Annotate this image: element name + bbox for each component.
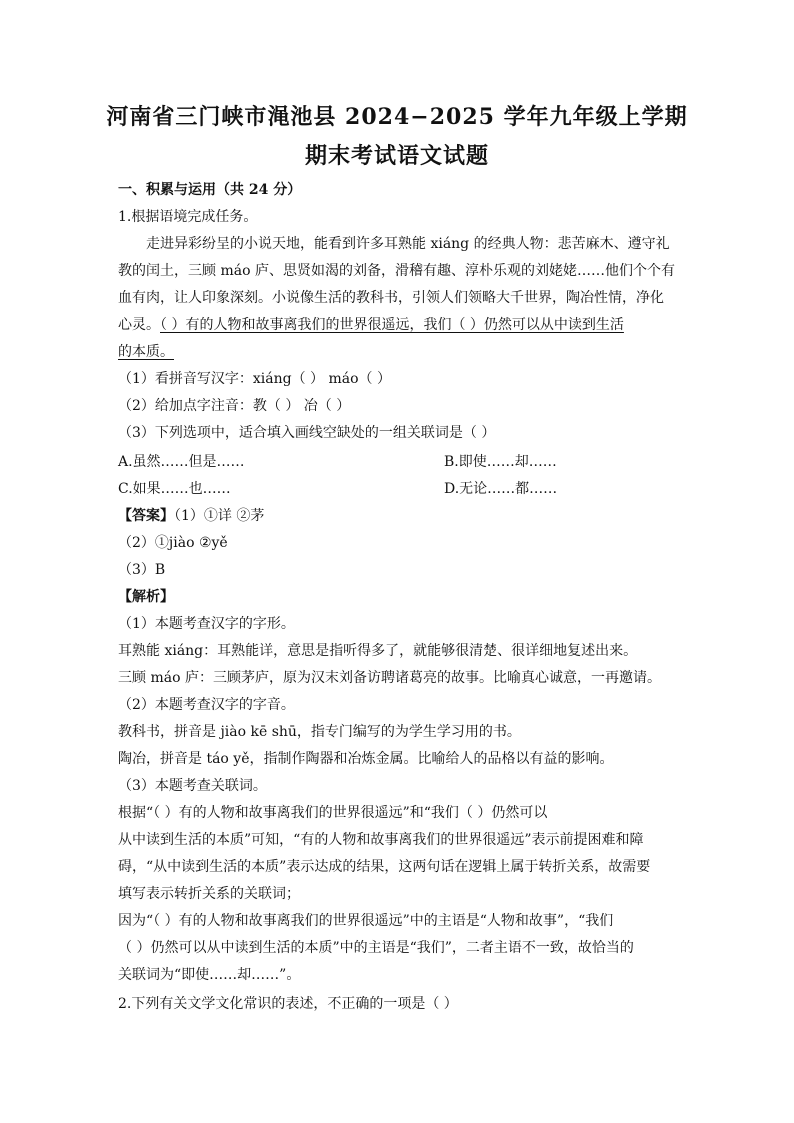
- option-b: B.即使……却……: [444, 454, 557, 470]
- analysis-line: 陶冶，拼音是 táo yě，指制作陶器和冶炼金属。比喻给人的品格以有益的影响。: [118, 751, 614, 767]
- sub-question: （1）看拼音写汉字：xiáng（ ） máo（ ）: [118, 371, 392, 387]
- answer-line: [118, 506, 688, 526]
- answer-text: （1）①详 ②茅: [174, 508, 265, 524]
- passage-text: 心灵。: [118, 317, 160, 333]
- answer-line: （2）①jiào ②yě: [118, 535, 228, 551]
- analysis-line: 填写表示转折关系的关联词；: [118, 886, 300, 902]
- passage-line: 走进异彩纷呈的小说天地，能看到许多耳熟能 xiáng 的经典人物：悲苦麻木、遵守礼: [146, 236, 670, 252]
- passage-line: [118, 315, 688, 335]
- option-d: D.无论……都……: [444, 481, 558, 497]
- analysis-line: 根据“（ ）有的人物和故事离我们的世界很遥远”和“我们（ ）仍然可以: [118, 805, 548, 821]
- analysis-line: 耳熟能 xiáng：耳熟能详，意思是指听得多了，就能够很清楚、很详细地复述出来。: [118, 643, 638, 659]
- analysis-line: 从中读到生活的本质”可知，“有的人物和故事离我们的世界很遥远”表示前提困难和障: [118, 832, 644, 848]
- question-stem: 2.下列有关文学文化常识的表述，不正确的一项是（ ）: [118, 996, 458, 1012]
- analysis-line: （2）本题考查汉字的字音。: [118, 697, 295, 713]
- analysis-line: （3）本题考查关联词。: [118, 778, 267, 794]
- document-subtitle: 期末考试语文试题: [304, 143, 489, 169]
- analysis-label: 【解析】: [118, 589, 174, 605]
- underlined-sentence-end: 的本质。: [118, 344, 174, 360]
- answer-label: 【答案】: [118, 508, 174, 524]
- passage-line: 教的闰土，三顾 máo 庐、思贤如渴的刘备，滑稽有趣、淳朴乐观的刘姥姥……他们个个有: [118, 263, 675, 279]
- option-c: C.如果……也……: [118, 481, 231, 497]
- analysis-line: 碍，“从中读到生活的本质”表示达成的结果，这两句话在逻辑上属于转折关系，故需要: [118, 859, 651, 875]
- question-stem: 1.根据语境完成任务。: [118, 209, 258, 225]
- underlined-sentence: （ ）有的人物和故事离我们的世界很遥远，我们（ ）仍然可以从中读到生活: [160, 317, 624, 333]
- passage-line: 血有肉，让人印象深刻。小说像生活的教科书，引领人们领略大千世界，陶冶性情，净化: [118, 290, 664, 306]
- analysis-line: 三顾 máo 庐：三顾茅庐，原为汉末刘备访聘诸葛亮的故事。比喻真心诚意，一再邀请。: [118, 670, 661, 686]
- document-title: 河南省三门峡市渑池县 2024−2025 学年九年级上学期: [106, 104, 688, 130]
- analysis-line: （ ）仍然可以从中读到生活的本质”中的主语是“我们”，二者主语不一致，故恰当的: [118, 940, 634, 956]
- sub-question: （3）下列选项中，适合填入画线空缺处的一组关联词是（ ）: [118, 425, 496, 441]
- sub-question: （2）给加点字注音：教（ ） 冶（ ）: [118, 398, 351, 414]
- analysis-line: 关联词为“即使……却……”。: [118, 967, 301, 983]
- analysis-line: （1）本题考查汉字的字形。: [118, 616, 295, 632]
- option-a: A.虽然……但是……: [118, 454, 245, 470]
- analysis-line: 因为“（ ）有的人物和故事离我们的世界很遥远”中的主语是“人物和故事”，“我们: [118, 913, 614, 929]
- section-heading: 一、积累与运用（共 24 分）: [118, 182, 302, 198]
- answer-line: （3）B: [118, 562, 166, 578]
- analysis-line: 教科书，拼音是 jiào kē shū，指专门编写的为学生学习用的书。: [118, 724, 521, 740]
